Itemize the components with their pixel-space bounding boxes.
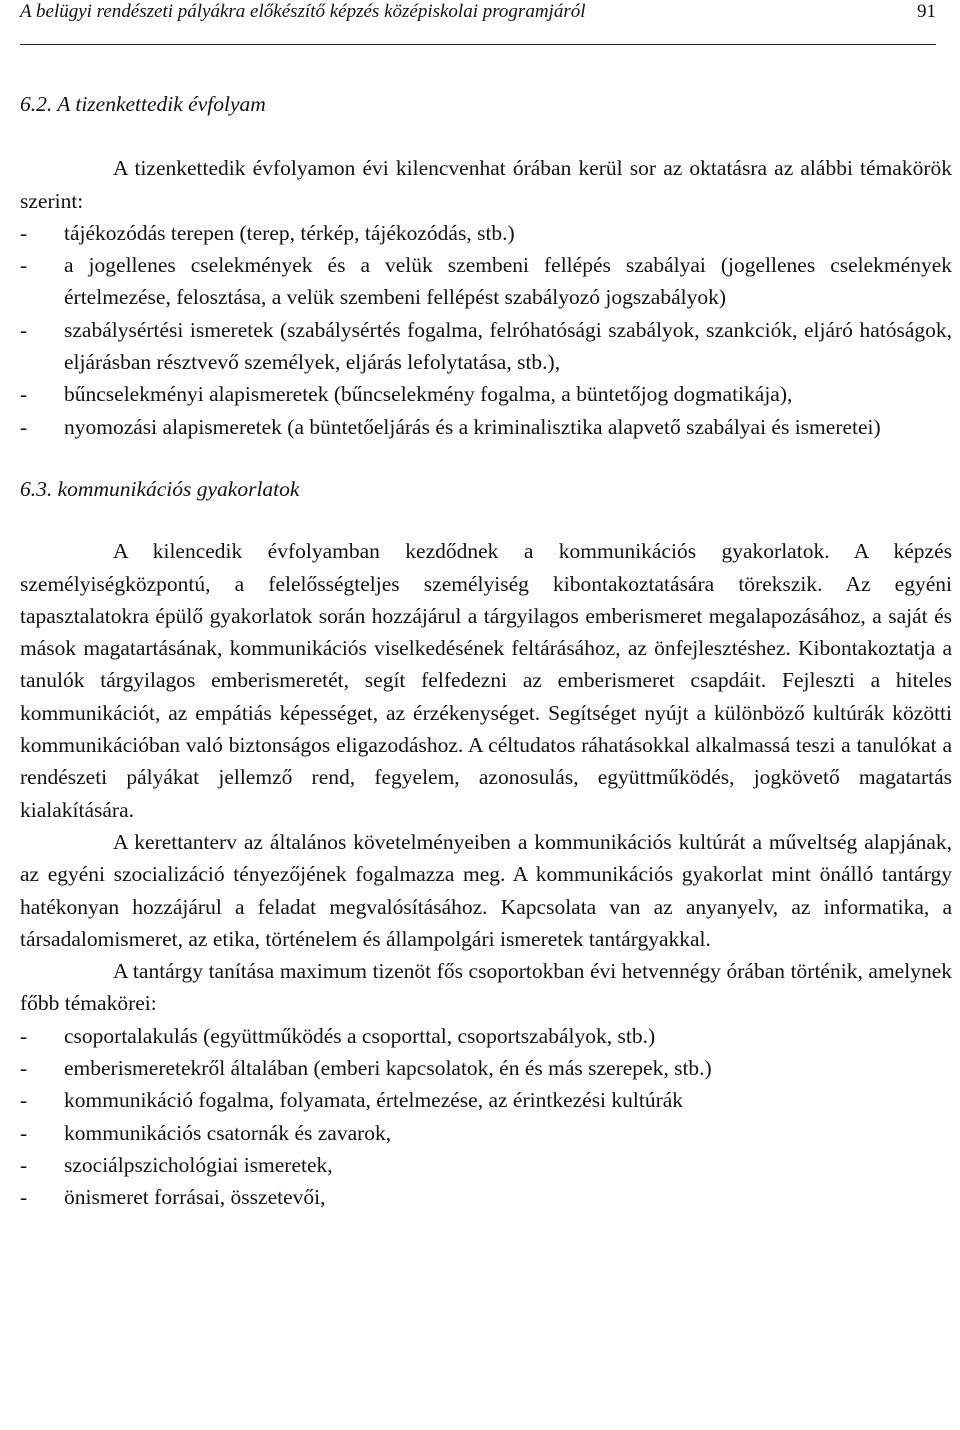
section-intro: A tizenkettedik évfolyamon évi kilencvenhat órában kerül sor az oktatásra az alábbi témakörök szerint: [20,156,952,213]
section-title-6-2: 6.2. A tizenkettedik évfolyam [20,92,266,116]
list-item-text: tájékozódás terepen (terep, térkép, tájékozódás, stb.) [64,220,515,245]
dash-bullet: - [20,382,28,407]
list-item-text: kommunikációs csatornák és zavarok, [64,1120,392,1145]
dash-bullet: - [20,414,28,439]
list-item [20,217,952,249]
paragraph: A tantárgy tanítása maximum tizenöt fős csoportokban évi hetvennégy órában történik, amelynek főbb témakörei: [20,959,952,1016]
list-item-text: szociálpszichológiai ismeretek, [64,1152,333,1177]
list-item [20,1181,952,1213]
dash-bullet: - [20,1185,28,1210]
dash-bullet: - [20,1152,28,1177]
list-item-text: csoportalakulás (együttműködés a csoporttal, csoportszabályok, stb.) [64,1023,656,1048]
list-item-text: a jogellenes cselekmények és a velük szembeni fellépés szabályai (jogellenes cselekmények értelmezése, felosztása, a velük szembeni fellépést szabályozó jogszabályok) [64,253,952,310]
section-title-6-3: 6.3. kommunikációs gyakorlatok [20,476,300,501]
list-item-text: emberismeretekről általában (emberi kapcsolatok, én és más szerepek, stb.) [64,1056,712,1081]
list-item-text: bűncselekményi alapismeretek (bűncselekmény fogalma, a büntetőjog dogmatikája), [64,382,793,407]
list-item [20,249,952,314]
dash-bullet: - [20,220,28,245]
page-number: 91 [917,1,936,22]
list-item [20,1149,952,1181]
list-item [20,378,952,410]
header-title: A belügyi rendészeti pályákra előkészítő képzés középiskolai programjáról [20,1,586,22]
list-item [20,1084,952,1116]
paragraph: A kilencedik évfolyamban kezdődnek a kommunikációs gyakorlatok. A képzés személyiségközpontú, a felelősségteljes személyiség kibontakoztatására törekszik. Az egyéni tapasztalatokra épülő gyakorlatok során hozzájárul a tárgyilagos emberismeret megalapozásához, a saját és mások magatartásának, kommunikációs viselkedésének feltárásához, az önfejlesztéshez. Kibontakoztatja a tanulók tárgyilagos emberismeretét, segít felfedezni az emberismeret csapdáit. Fejleszti a hiteles kommunikációt, az empátiás képességet, az érzékenységet. Segítséget nyújt a különböző kultúrák közötti kommunikációban való biztonságos eligazodáshoz. A céltudatos ráhatásokkal alkalmassá teszi a tanulókat a rendészeti pályákat jellemző rend, fegyelem, azonosulás, együttműködés, jogkövető magatartás kialakítására. [20,539,952,822]
list-item-text: szabálysértési ismeretek (szabálysértés fogalma, felróhatósági szabályok, szankciók, eljáró hatóságok, eljárásban résztvevő személyek, eljárás lefolytatása, stb.), [64,317,952,375]
list-item-text: nyomozási alapismeretek (a büntetőeljárás és a kriminalisztika alapvető szabályai és ismeretei) [64,414,881,439]
list-item [20,411,952,443]
document-body [20,88,952,1214]
list-item-text: önismeret forrásai, összetevői, [64,1185,326,1210]
spacer [20,120,952,152]
list-item [20,314,952,379]
list-item [20,1052,952,1084]
dash-bullet: - [20,1088,28,1113]
running-header [20,0,936,45]
section-6-3 [20,473,952,1214]
dash-bullet: - [20,1120,28,1145]
dash-bullet: - [20,1023,28,1048]
list-item [20,1020,952,1052]
list-item-text: kommunikáció fogalma, folyamata, értelmezése, az érintkezési kultúrák [64,1088,684,1113]
list-item [20,1117,952,1149]
dash-bullet: - [20,253,28,278]
paragraph: A kerettanterv az általános követelményeiben a kommunikációs kultúrát a műveltség alapjának, az egyéni szocializáció tényezőjének fogalmazza meg. A kommunikációs gyakorlat mint önálló tantárgy hatékonyan hozzájárul a feladat megvalósításához. Kapcsolata van az anyanyelv, az informatika, a társadalomismeret, az etika, történelem és állampolgári ismeretek tantárgyakkal. [20,829,952,951]
dash-bullet: - [20,1056,28,1081]
dash-bullet: - [20,317,28,342]
